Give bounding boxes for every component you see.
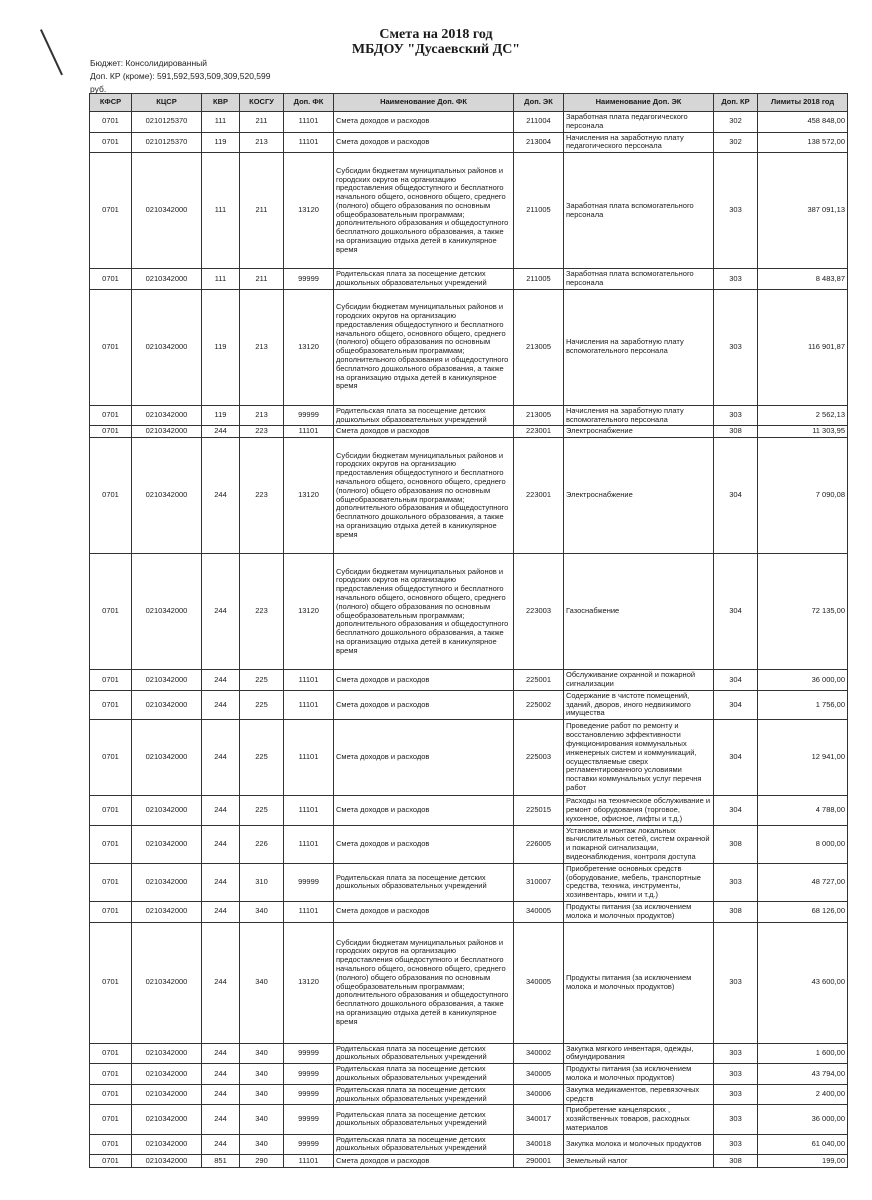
dopfk-cell: 99999 [284, 1043, 334, 1064]
dopfk-cell: 11101 [284, 670, 334, 691]
kosgu-cell: 340 [240, 1064, 284, 1085]
kfsr-cell: 0701 [90, 720, 132, 796]
kfsr-cell: 0701 [90, 426, 132, 438]
ek-name-cell: Закупка медикаментов, перевязочных средств [564, 1084, 714, 1105]
dopkr-cell: 308 [714, 901, 758, 922]
dopfk-cell: 99999 [284, 1105, 334, 1134]
budget-label: Бюджет: Консолидированный [90, 58, 207, 68]
dopfk-cell: 99999 [284, 1084, 334, 1105]
kosgu-cell: 225 [240, 690, 284, 719]
col-dopek: Доп. ЭК [514, 94, 564, 112]
limit-cell: 36 000,00 [758, 670, 848, 691]
kvr-cell: 119 [202, 289, 240, 405]
dopkr-cell: 304 [714, 438, 758, 554]
kfsr-cell: 0701 [90, 901, 132, 922]
limit-cell: 11 303,95 [758, 426, 848, 438]
table-row [90, 720, 848, 796]
dopfk-cell: 11101 [284, 720, 334, 796]
kcsr-cell: 0210342000 [132, 720, 202, 796]
kosgu-cell: 211 [240, 269, 284, 290]
table-header-row [90, 94, 848, 112]
dopek-cell: 340002 [514, 1043, 564, 1064]
limit-cell: 68 126,00 [758, 901, 848, 922]
kosgu-cell: 223 [240, 554, 284, 670]
ek-name-cell: Заработная плата вспомогательного персонала [564, 269, 714, 290]
ek-name-cell: Электроснабжение [564, 438, 714, 554]
fk-name-cell: Смета доходов и расходов [334, 426, 514, 438]
kfsr-cell: 0701 [90, 825, 132, 863]
kcsr-cell: 0210342000 [132, 863, 202, 901]
fk-name-cell: Смета доходов и расходов [334, 1155, 514, 1168]
ek-name-cell: Начисления на заработную плату педагогического персонала [564, 132, 714, 153]
limit-cell: 12 941,00 [758, 720, 848, 796]
table-row [90, 269, 848, 290]
dopfk-cell: 99999 [284, 405, 334, 426]
kvr-cell: 119 [202, 132, 240, 153]
ek-name-cell: Электроснабжение [564, 426, 714, 438]
dopfk-cell: 11101 [284, 796, 334, 825]
dopek-cell: 340018 [514, 1134, 564, 1155]
fk-name-cell: Субсидии бюджетам муниципальных районов и городских округов на организацию предоставления общедоступного и бесплатного начального общего, основного общего, среднего (полного) общего образования по основным общеобразовательным программам; дополнительного образования и общедоступного бесплатного дошкольного образования, а также на организацию отдыха детей в каникулярное время [334, 554, 514, 670]
limit-cell: 1 756,00 [758, 690, 848, 719]
kcsr-cell: 0210342000 [132, 901, 202, 922]
table-row [90, 426, 848, 438]
ek-name-cell: Начисления на заработную плату вспомогательного персонала [564, 405, 714, 426]
limit-cell: 199,00 [758, 1155, 848, 1168]
kfsr-cell: 0701 [90, 1043, 132, 1064]
limit-cell: 1 600,00 [758, 1043, 848, 1064]
table-row [90, 438, 848, 554]
dopek-cell: 340017 [514, 1105, 564, 1134]
fk-name-cell: Родительская плата за посещение детских дошкольных образовательных учреждений [334, 1064, 514, 1085]
document-title: Смета на 2018 год [379, 27, 493, 42]
kosgu-cell: 223 [240, 426, 284, 438]
kfsr-cell: 0701 [90, 1105, 132, 1134]
dopkr-cell: 303 [714, 289, 758, 405]
kosgu-cell: 223 [240, 438, 284, 554]
kfsr-cell: 0701 [90, 1064, 132, 1085]
kvr-cell: 244 [202, 690, 240, 719]
dopek-cell: 226005 [514, 825, 564, 863]
kvr-cell: 244 [202, 1043, 240, 1064]
dopek-cell: 290001 [514, 1155, 564, 1168]
dopek-cell: 211004 [514, 112, 564, 133]
dopkr-cell: 303 [714, 1043, 758, 1064]
dopkr-cell: 304 [714, 670, 758, 691]
limit-cell: 8 483,87 [758, 269, 848, 290]
dopkr-cell: 303 [714, 1134, 758, 1155]
kcsr-cell: 0210342000 [132, 554, 202, 670]
ek-name-cell: Содержание в чистоте помещений, зданий, дворов, иного недвижимого имущества [564, 690, 714, 719]
dopek-cell: 225003 [514, 720, 564, 796]
dopfk-cell: 99999 [284, 863, 334, 901]
kvr-cell: 244 [202, 426, 240, 438]
ek-name-cell: Продукты питания (за исключением молока и молочных продуктов) [564, 901, 714, 922]
kfsr-cell: 0701 [90, 1134, 132, 1155]
kcsr-cell: 0210125370 [132, 132, 202, 153]
limit-cell: 138 572,00 [758, 132, 848, 153]
dopkr-cell: 303 [714, 922, 758, 1043]
kfsr-cell: 0701 [90, 670, 132, 691]
dopkr-cell: 308 [714, 426, 758, 438]
fk-name-cell: Родительская плата за посещение детских дошкольных образовательных учреждений [334, 405, 514, 426]
dopkr-cell: 304 [714, 554, 758, 670]
dopkr-cell: 304 [714, 796, 758, 825]
kvr-cell: 244 [202, 1105, 240, 1134]
fk-name-cell: Родительская плата за посещение детских дошкольных образовательных учреждений [334, 1043, 514, 1064]
kcsr-cell: 0210342000 [132, 1064, 202, 1085]
limit-cell: 7 090,08 [758, 438, 848, 554]
table-row [90, 1105, 848, 1134]
dopfk-cell: 99999 [284, 1064, 334, 1085]
dopfk-cell: 13120 [284, 438, 334, 554]
kfsr-cell: 0701 [90, 289, 132, 405]
limit-cell: 36 000,00 [758, 1105, 848, 1134]
kfsr-cell: 0701 [90, 796, 132, 825]
kvr-cell: 244 [202, 922, 240, 1043]
table-row [90, 796, 848, 825]
ek-name-cell: Установка и монтаж локальных вычислительных сетей, систем охранной и пожарной сигнализации, видеонаблюдения, контроля доступа [564, 825, 714, 863]
kvr-cell: 111 [202, 269, 240, 290]
col-kcsr: КЦСР [132, 94, 202, 112]
institution-name: МБДОУ "Дусаевский ДС" [351, 42, 521, 57]
table-row [90, 670, 848, 691]
table-row [90, 690, 848, 719]
dopfk-cell: 99999 [284, 1134, 334, 1155]
kcsr-cell: 0210342000 [132, 1155, 202, 1168]
kosgu-cell: 213 [240, 405, 284, 426]
ek-name-cell: Закупка мягкого инвентаря, одежды, обмундирования [564, 1043, 714, 1064]
table-row [90, 1064, 848, 1085]
fk-name-cell: Смета доходов и расходов [334, 112, 514, 133]
table-row [90, 1134, 848, 1155]
dopfk-cell: 11101 [284, 1155, 334, 1168]
fk-name-cell: Смета доходов и расходов [334, 901, 514, 922]
kcsr-cell: 0210342000 [132, 1043, 202, 1064]
kosgu-cell: 213 [240, 289, 284, 405]
fk-name-cell: Родительская плата за посещение детских дошкольных образовательных учреждений [334, 863, 514, 901]
dopek-cell: 213005 [514, 289, 564, 405]
kvr-cell: 111 [202, 153, 240, 269]
table-row [90, 1155, 848, 1168]
kosgu-cell: 310 [240, 863, 284, 901]
dopek-cell: 213005 [514, 405, 564, 426]
col-dopfk: Доп. ФК [284, 94, 334, 112]
limit-cell: 72 135,00 [758, 554, 848, 670]
dopek-cell: 225015 [514, 796, 564, 825]
kfsr-cell: 0701 [90, 922, 132, 1043]
kfsr-cell: 0701 [90, 1155, 132, 1168]
dopek-cell: 225002 [514, 690, 564, 719]
col-fk-name: Наименование Доп. ФК [334, 94, 514, 112]
fk-name-cell: Смета доходов и расходов [334, 132, 514, 153]
dopek-cell: 340005 [514, 901, 564, 922]
dopkr-cell: 308 [714, 1155, 758, 1168]
dopek-cell: 340006 [514, 1084, 564, 1105]
fk-name-cell: Смета доходов и расходов [334, 720, 514, 796]
kvr-cell: 244 [202, 1134, 240, 1155]
dopkr-cell: 304 [714, 690, 758, 719]
fk-name-cell: Родительская плата за посещение детских дошкольных образовательных учреждений [334, 1134, 514, 1155]
kfsr-cell: 0701 [90, 863, 132, 901]
kvr-cell: 244 [202, 720, 240, 796]
limit-cell: 8 000,00 [758, 825, 848, 863]
ek-name-cell: Газоснабжение [564, 554, 714, 670]
table-row [90, 1084, 848, 1105]
kosgu-cell: 225 [240, 796, 284, 825]
kcsr-cell: 0210125370 [132, 112, 202, 133]
kcsr-cell: 0210342000 [132, 1134, 202, 1155]
dopfk-cell: 11101 [284, 112, 334, 133]
limit-cell: 43 600,00 [758, 922, 848, 1043]
dopfk-cell: 11101 [284, 132, 334, 153]
kvr-cell: 244 [202, 670, 240, 691]
dopfk-cell: 11101 [284, 690, 334, 719]
dopek-cell: 211005 [514, 153, 564, 269]
kosgu-cell: 225 [240, 720, 284, 796]
kfsr-cell: 0701 [90, 1084, 132, 1105]
table-row [90, 863, 848, 901]
fk-name-cell: Родительская плата за посещение детских дошкольных образовательных учреждений [334, 269, 514, 290]
dopfk-cell: 99999 [284, 269, 334, 290]
kvr-cell: 244 [202, 863, 240, 901]
fk-name-cell: Родительская плата за посещение детских дошкольных образовательных учреждений [334, 1084, 514, 1105]
kvr-cell: 244 [202, 1084, 240, 1105]
limit-cell: 458 848,00 [758, 112, 848, 133]
table-row [90, 901, 848, 922]
ek-name-cell: Заработная плата педагогического персонала [564, 112, 714, 133]
dopkr-cell: 303 [714, 1064, 758, 1085]
fk-name-cell: Субсидии бюджетам муниципальных районов и городских округов на организацию предоставления общедоступного и бесплатного начального общего, основного общего, среднего (полного) общего образования по основным общеобразовательным программам; дополнительного образования и общедоступного бесплатного дошкольного образования, а также на организацию отдыха детей в каникулярное время [334, 438, 514, 554]
col-dopkr: Доп. КР [714, 94, 758, 112]
kcsr-cell: 0210342000 [132, 405, 202, 426]
dopkr-cell: 302 [714, 112, 758, 133]
ek-name-cell: Продукты питания (за исключением молока и молочных продуктов) [564, 922, 714, 1043]
col-ek-name: Наименование Доп. ЭК [564, 94, 714, 112]
dopfk-cell: 11101 [284, 426, 334, 438]
col-kvr: КВР [202, 94, 240, 112]
kfsr-cell: 0701 [90, 269, 132, 290]
kcsr-cell: 0210342000 [132, 825, 202, 863]
kosgu-cell: 213 [240, 132, 284, 153]
kfsr-cell: 0701 [90, 153, 132, 269]
ek-name-cell: Приобретение канцелярских , хозяйственных товаров, расходных материалов [564, 1105, 714, 1134]
limit-cell: 116 901,87 [758, 289, 848, 405]
limit-cell: 2 400,00 [758, 1084, 848, 1105]
kcsr-cell: 0210342000 [132, 1084, 202, 1105]
dopkr-cell: 303 [714, 269, 758, 290]
kcsr-cell: 0210342000 [132, 1105, 202, 1134]
table-row [90, 1043, 848, 1064]
table-row [90, 825, 848, 863]
dopek-cell: 223003 [514, 554, 564, 670]
ek-name-cell: Продукты питания (за исключением молока и молочных продуктов) [564, 1064, 714, 1085]
dopkr-cell: 303 [714, 1084, 758, 1105]
limit-cell: 4 788,00 [758, 796, 848, 825]
table-row [90, 554, 848, 670]
kvr-cell: 111 [202, 112, 240, 133]
dop-kr-label: Доп. КР (кроме): 591,592,593,509,309,520,599 [90, 71, 271, 81]
fk-name-cell: Смета доходов и расходов [334, 825, 514, 863]
dopfk-cell: 13120 [284, 289, 334, 405]
ek-name-cell: Проведение работ по ремонту и восстановлению эффективности функционирования коммунальных инженерных систем и коммуникаций, осуществляемые сверх регламентированного условиями поставки коммунальных услуг перечня работ [564, 720, 714, 796]
kosgu-cell: 340 [240, 1084, 284, 1105]
dopfk-cell: 11101 [284, 901, 334, 922]
kosgu-cell: 226 [240, 825, 284, 863]
table-row [90, 112, 848, 133]
fk-name-cell: Субсидии бюджетам муниципальных районов и городских округов на организацию предоставления общедоступного и бесплатного начального общего, основного общего, среднего (полного) общего образования по основным общеобразовательным программам; дополнительного образования и общедоступного бесплатного дошкольного образования, а также на организацию отдыха детей в каникулярное время [334, 289, 514, 405]
col-kosgu: КОСГУ [240, 94, 284, 112]
ek-name-cell: Приобретение основных средств (оборудование, мебель, транспортные средства, техника, инструменты, хозинвентарь, книги и т.д.) [564, 863, 714, 901]
fk-name-cell: Субсидии бюджетам муниципальных районов и городских округов на организацию предоставления общедоступного и бесплатного начального общего, основного общего, среднего (полного) общего образования по основным общеобразовательным программам; дополнительного образования и общедоступного бесплатного дошкольного образования, а также на организацию отдыха детей в каникулярное время [334, 153, 514, 269]
dopkr-cell: 303 [714, 153, 758, 269]
kvr-cell: 244 [202, 796, 240, 825]
kosgu-cell: 340 [240, 1134, 284, 1155]
kcsr-cell: 0210342000 [132, 426, 202, 438]
table-row [90, 132, 848, 153]
dopfk-cell: 13120 [284, 922, 334, 1043]
ek-name-cell: Обслуживание охранной и пожарной сигнализации [564, 670, 714, 691]
kosgu-cell: 211 [240, 153, 284, 269]
fk-name-cell: Смета доходов и расходов [334, 690, 514, 719]
kfsr-cell: 0701 [90, 405, 132, 426]
fk-name-cell: Субсидии бюджетам муниципальных районов и городских округов на организацию предоставления общедоступного и бесплатного начального общего, основного общего, среднего (полного) общего образования по основным общеобразовательным программам; дополнительного образования и общедоступного бесплатного дошкольного образования, а также на организацию отдыха детей в каникулярное время [334, 922, 514, 1043]
kfsr-cell: 0701 [90, 690, 132, 719]
fk-name-cell: Смета доходов и расходов [334, 796, 514, 825]
dopek-cell: 213004 [514, 132, 564, 153]
dopkr-cell: 302 [714, 132, 758, 153]
kvr-cell: 244 [202, 825, 240, 863]
kosgu-cell: 340 [240, 1043, 284, 1064]
kvr-cell: 851 [202, 1155, 240, 1168]
table-row [90, 289, 848, 405]
dopkr-cell: 304 [714, 720, 758, 796]
fk-name-cell: Смета доходов и расходов [334, 670, 514, 691]
limit-cell: 48 727,00 [758, 863, 848, 901]
ek-name-cell: Заработная плата вспомогательного персонала [564, 153, 714, 269]
kcsr-cell: 0210342000 [132, 289, 202, 405]
dopfk-cell: 13120 [284, 554, 334, 670]
kcsr-cell: 0210342000 [132, 438, 202, 554]
col-limit: Лимиты 2018 год [758, 94, 848, 112]
kcsr-cell: 0210342000 [132, 922, 202, 1043]
table-row [90, 922, 848, 1043]
kvr-cell: 244 [202, 1064, 240, 1085]
kvr-cell: 119 [202, 405, 240, 426]
dopek-cell: 340005 [514, 922, 564, 1043]
kfsr-cell: 0701 [90, 438, 132, 554]
dopkr-cell: 308 [714, 825, 758, 863]
table-row [90, 405, 848, 426]
kfsr-cell: 0701 [90, 554, 132, 670]
ek-name-cell: Закупка молока и молочных продуктов [564, 1134, 714, 1155]
kosgu-cell: 290 [240, 1155, 284, 1168]
kosgu-cell: 340 [240, 1105, 284, 1134]
kvr-cell: 244 [202, 554, 240, 670]
dopfk-cell: 11101 [284, 825, 334, 863]
kfsr-cell: 0701 [90, 112, 132, 133]
kosgu-cell: 225 [240, 670, 284, 691]
fk-name-cell: Родительская плата за посещение детских дошкольных образовательных учреждений [334, 1105, 514, 1134]
kvr-cell: 244 [202, 901, 240, 922]
kcsr-cell: 0210342000 [132, 690, 202, 719]
kvr-cell: 244 [202, 438, 240, 554]
limit-cell: 43 794,00 [758, 1064, 848, 1085]
dopek-cell: 340005 [514, 1064, 564, 1085]
dopek-cell: 211005 [514, 269, 564, 290]
kcsr-cell: 0210342000 [132, 796, 202, 825]
kosgu-cell: 211 [240, 112, 284, 133]
kcsr-cell: 0210342000 [132, 153, 202, 269]
kcsr-cell: 0210342000 [132, 670, 202, 691]
dopfk-cell: 13120 [284, 153, 334, 269]
dopek-cell: 223001 [514, 438, 564, 554]
col-kfsr: КФСР [90, 94, 132, 112]
kfsr-cell: 0701 [90, 132, 132, 153]
kosgu-cell: 340 [240, 922, 284, 1043]
table-row [90, 153, 848, 269]
ek-name-cell: Начисления на заработную плату вспомогательного персонала [564, 289, 714, 405]
dopkr-cell: 303 [714, 405, 758, 426]
budget-table [89, 93, 848, 1168]
dopkr-cell: 303 [714, 863, 758, 901]
limit-cell: 2 562,13 [758, 405, 848, 426]
dopek-cell: 223001 [514, 426, 564, 438]
currency-label: руб. [90, 84, 107, 94]
ek-name-cell: Расходы на техническое обслуживание и ремонт оборудования (торговое, кухонное, офисное, лифты и т.д.) [564, 796, 714, 825]
kcsr-cell: 0210342000 [132, 269, 202, 290]
limit-cell: 61 040,00 [758, 1134, 848, 1155]
dopek-cell: 225001 [514, 670, 564, 691]
kosgu-cell: 340 [240, 901, 284, 922]
dopkr-cell: 303 [714, 1105, 758, 1134]
limit-cell: 387 091,13 [758, 153, 848, 269]
ek-name-cell: Земельный налог [564, 1155, 714, 1168]
dopek-cell: 310007 [514, 863, 564, 901]
